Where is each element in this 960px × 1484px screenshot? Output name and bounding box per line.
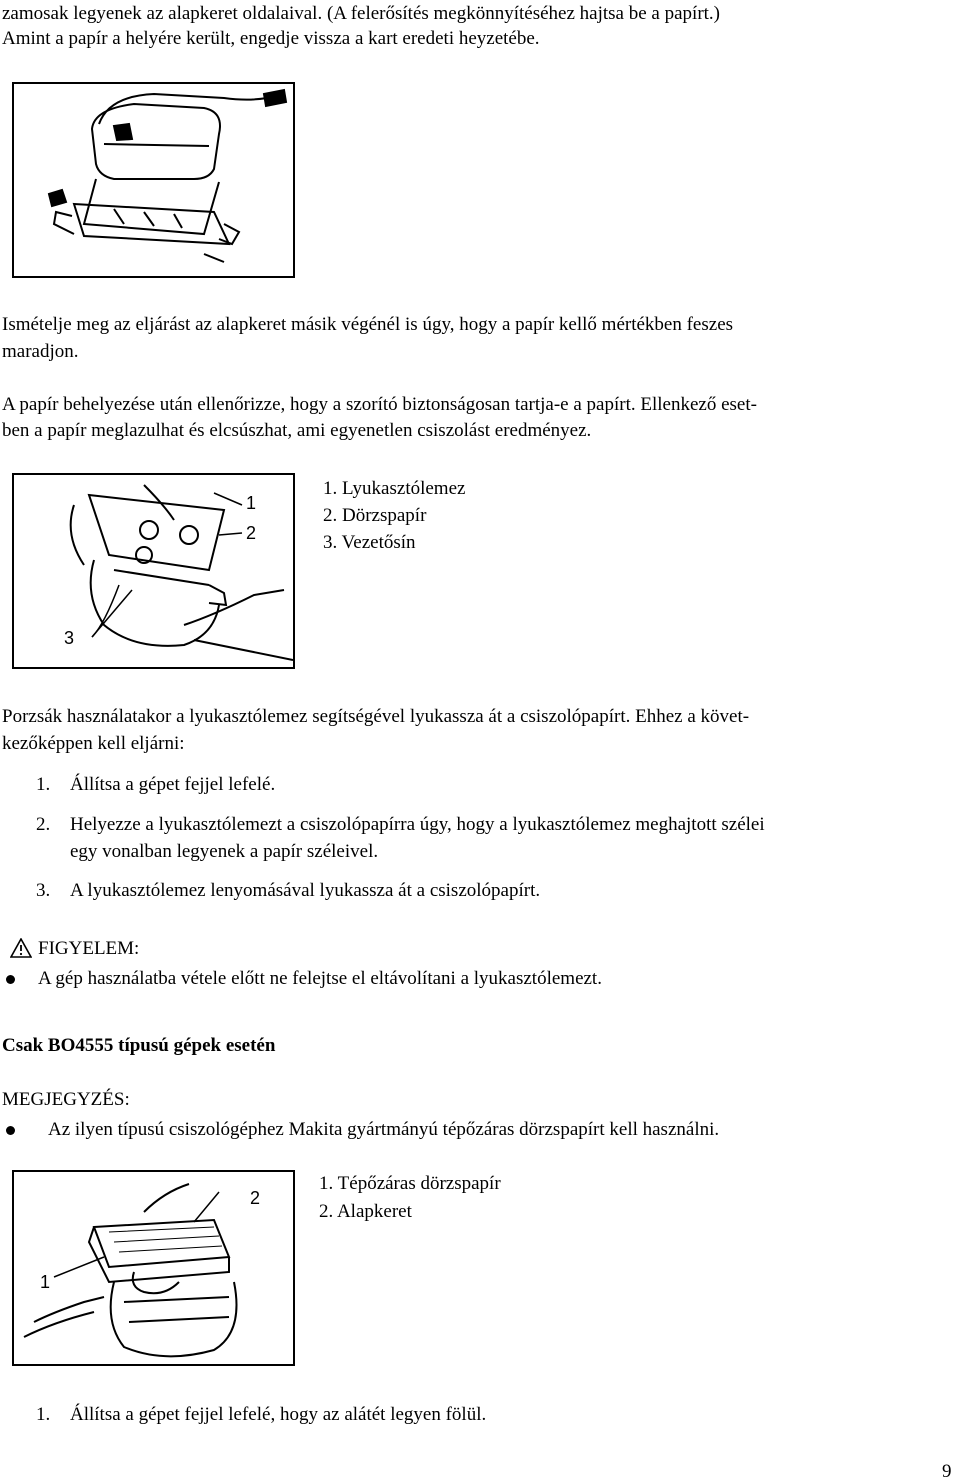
note-title: MEGJEGYZÉS: bbox=[2, 1089, 130, 1110]
final-step-text: Állítsa a gépet fejjel lefelé, hogy az alátét legyen fölül. bbox=[70, 1404, 487, 1425]
warning-triangle-icon bbox=[10, 938, 32, 958]
para2-line-1: A papír behelyezése után ellenőrizze, hogy a szorító biztonságosan tartja-e a papírt. Ellenkező eset- bbox=[2, 394, 757, 415]
warning-title: FIGYELEM: bbox=[38, 938, 140, 959]
note-bullet-text: Az ilyen típusú csiszológéphez Makita gyártmányú tépőzáras dörzspapírt kell használni. bbox=[48, 1119, 720, 1140]
para2-line-2: ben a papír meglazulhat és elcsúszhat, ami egyenetlen csiszolást eredményez. bbox=[2, 420, 592, 441]
sander-clamp-illustration bbox=[14, 84, 293, 276]
intro-line-1: zamosak legyenek az alapkeret oldalaival. (A felerősítés megkönnyítéséhez hajtsa be a papírt.) bbox=[2, 3, 721, 24]
warning-bullet-dot bbox=[6, 975, 15, 984]
legend-item-1: 1. Lyukasztólemez bbox=[323, 478, 466, 499]
legend2-item-1: 1. Tépőzáras dörzspapír bbox=[319, 1173, 501, 1194]
intro-line-2: Amint a papír a helyére került, engedje vissza a kart eredeti heyzetébe. bbox=[2, 28, 540, 49]
para1-line-2: maradjon. bbox=[2, 341, 79, 362]
legend-item-3: 3. Vezetősín bbox=[323, 532, 416, 553]
page-number: 9 bbox=[942, 1461, 952, 1482]
velcro-pad-figure bbox=[12, 1170, 295, 1366]
legend2-item-2: 2. Alapkeret bbox=[319, 1201, 412, 1222]
section-heading: Csak BO4555 típusú gépek esetén bbox=[2, 1035, 276, 1056]
callout-1: 1 bbox=[246, 493, 257, 513]
warning-bullet-text: A gép használatba vétele előtt ne felejtse el eltávolítani a lyukasztólemezt. bbox=[38, 968, 602, 989]
step-3-text: A lyukasztólemez lenyomásával lyukassza át a csiszolópapírt. bbox=[70, 880, 541, 901]
step-2-text-2: egy vonalban legyenek a papír széleivel. bbox=[70, 841, 379, 862]
para3-line-1: Porzsák használatakor a lyukasztólemez segítségével lyukassza át a csiszolópapírt. Ehhez a követ- bbox=[2, 706, 750, 727]
step-2-text-1: Helyezze a lyukasztólemezt a csiszolópapírra úgy, hogy a lyukasztólemez meghajtott szélei bbox=[70, 814, 765, 835]
step-3-number: 3. bbox=[36, 880, 51, 901]
final-step-number: 1. bbox=[36, 1404, 51, 1425]
callout-2-velcro: 2 bbox=[250, 1188, 261, 1208]
note-bullet-dot bbox=[6, 1126, 15, 1135]
callout-3: 3 bbox=[64, 628, 75, 648]
callout-2: 2 bbox=[246, 523, 257, 543]
para1-line-1: Ismételje meg az eljárást az alapkeret másik végénél is úgy, hogy a papír kellő mértékben feszes bbox=[2, 314, 734, 335]
punch-plate-figure bbox=[12, 473, 295, 669]
legend-item-2: 2. Dörzspapír bbox=[323, 505, 427, 526]
callout-1-velcro: 1 bbox=[40, 1272, 51, 1292]
step-2-number: 2. bbox=[36, 814, 51, 835]
step-1-number: 1. bbox=[36, 774, 51, 795]
step-1-text: Állítsa a gépet fejjel lefelé. bbox=[70, 774, 276, 795]
sander-clamp-figure bbox=[12, 82, 295, 278]
para3-line-2: kezőképpen kell eljárni: bbox=[2, 733, 185, 754]
